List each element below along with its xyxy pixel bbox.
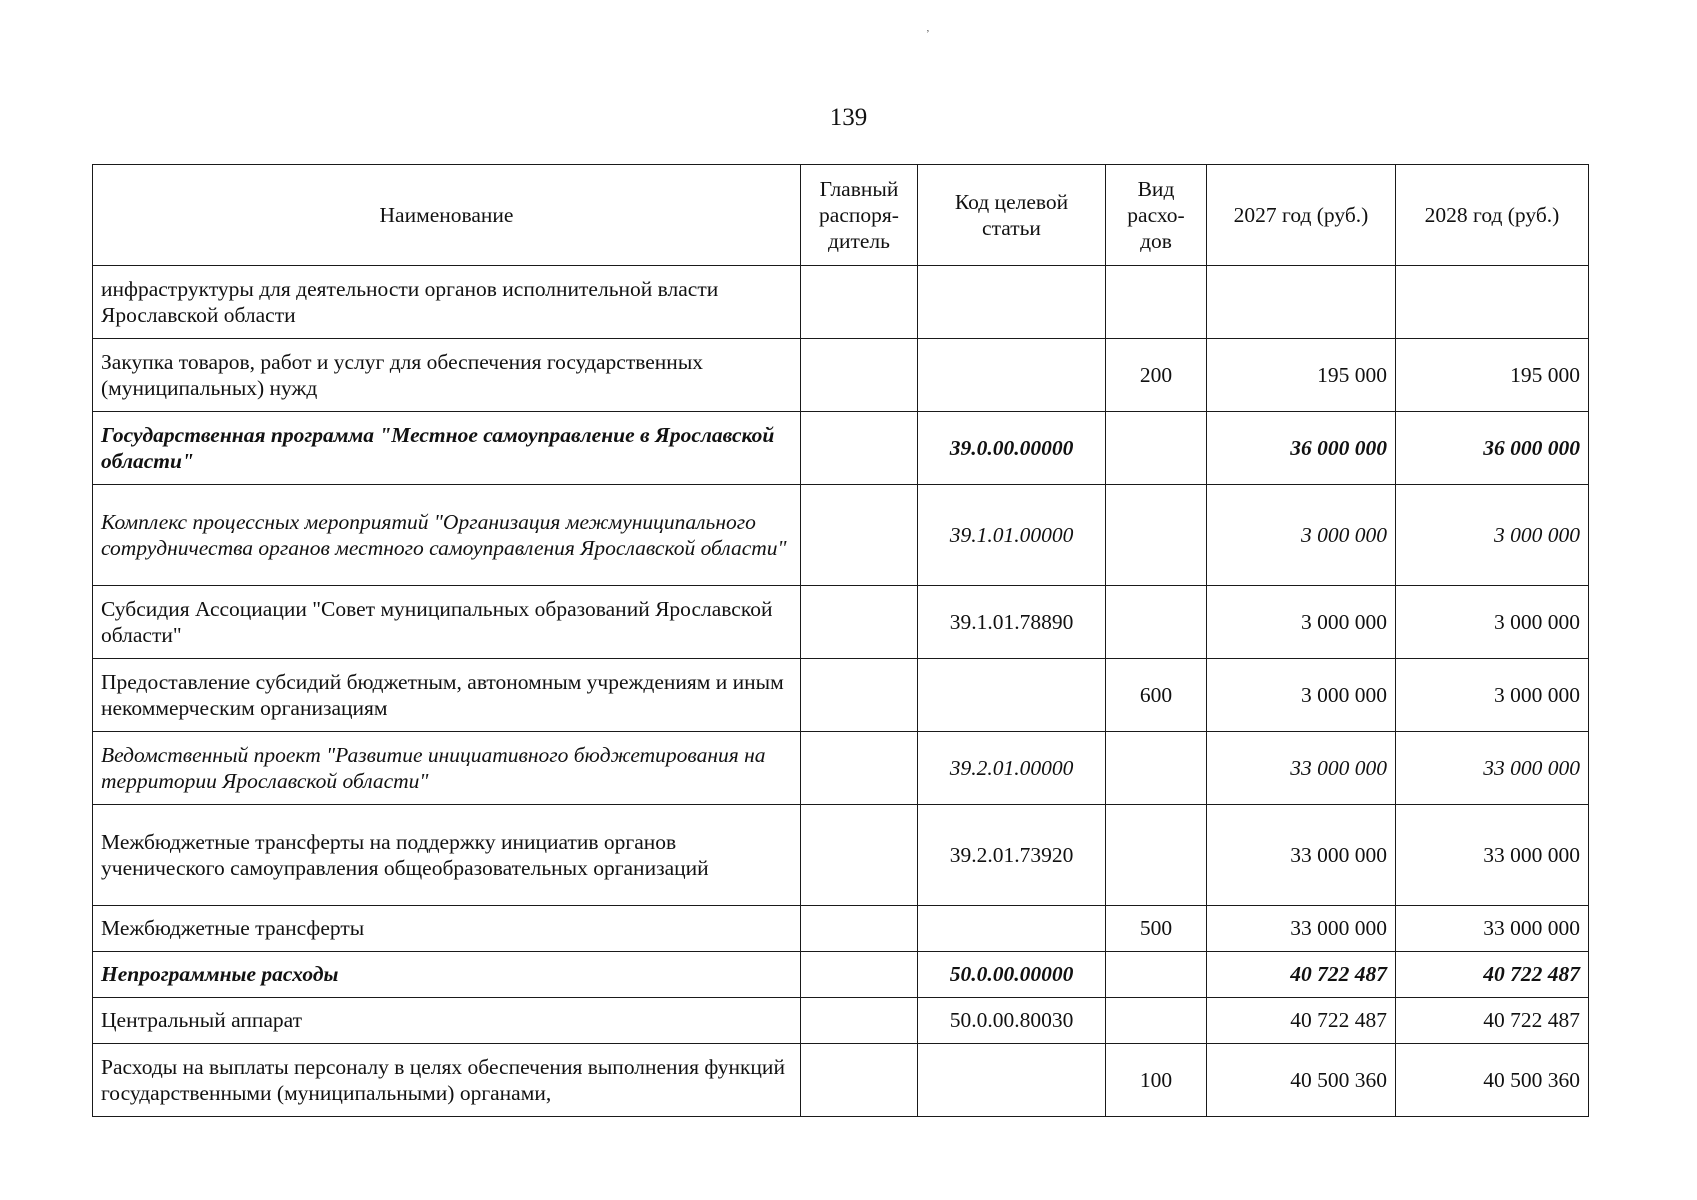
cell-code: 39.1.01.00000 xyxy=(918,485,1106,586)
cell-code xyxy=(918,659,1106,732)
table-row xyxy=(93,339,1589,412)
cell-2028: 40 722 487 xyxy=(1396,998,1589,1044)
cell-admin xyxy=(801,266,918,339)
cell-admin xyxy=(801,732,918,805)
cell-name: Непрограммные расходы xyxy=(93,952,801,998)
table-row xyxy=(93,412,1589,485)
cell-name: Ведомственный проект "Развитие инициативного бюджетирования на территории Ярославской области" xyxy=(93,732,801,805)
cell-admin xyxy=(801,339,918,412)
table-row xyxy=(93,485,1589,586)
cell-code xyxy=(918,266,1106,339)
cell-2027 xyxy=(1207,266,1396,339)
cell-admin xyxy=(801,805,918,906)
cell-name: Субсидия Ассоциации "Совет муниципальных образований Ярославской области" xyxy=(93,586,801,659)
cell-admin xyxy=(801,586,918,659)
table-row xyxy=(93,1044,1589,1117)
cell-admin xyxy=(801,906,918,952)
header-code: Код целевой статьи xyxy=(918,165,1106,266)
cell-type xyxy=(1106,266,1207,339)
cell-type xyxy=(1106,586,1207,659)
cell-2028: 36 000 000 xyxy=(1396,412,1589,485)
cell-name: Предоставление субсидий бюджетным, автономным учреждениям и иным некоммерческим организациям xyxy=(93,659,801,732)
cell-2027: 3 000 000 xyxy=(1207,659,1396,732)
cell-2027: 40 500 360 xyxy=(1207,1044,1396,1117)
header-name: Наименование xyxy=(93,165,801,266)
cell-code: 39.2.01.00000 xyxy=(918,732,1106,805)
cell-2028: 33 000 000 xyxy=(1396,805,1589,906)
cell-type: 500 xyxy=(1106,906,1207,952)
cell-2027: 33 000 000 xyxy=(1207,805,1396,906)
cell-type: 200 xyxy=(1106,339,1207,412)
cell-2028: 40 722 487 xyxy=(1396,952,1589,998)
cell-name: Межбюджетные трансферты на поддержку инициатив органов ученического самоуправления общеобразовательных организаций xyxy=(93,805,801,906)
cell-name: Центральный аппарат xyxy=(93,998,801,1044)
cell-admin xyxy=(801,1044,918,1117)
cell-name: Государственная программа "Местное самоуправление в Ярославской области" xyxy=(93,412,801,485)
cell-2027: 3 000 000 xyxy=(1207,586,1396,659)
header-admin: Главный распоря-дитель xyxy=(801,165,918,266)
cell-2027: 33 000 000 xyxy=(1207,906,1396,952)
cell-2027: 40 722 487 xyxy=(1207,998,1396,1044)
header-2027: 2027 год (руб.) xyxy=(1207,165,1396,266)
cell-name: инфраструктуры для деятельности органов исполнительной власти Ярославской области xyxy=(93,266,801,339)
cell-admin xyxy=(801,485,918,586)
cell-2028: 33 000 000 xyxy=(1396,906,1589,952)
cell-2028 xyxy=(1396,266,1589,339)
cell-admin xyxy=(801,412,918,485)
cell-code xyxy=(918,906,1106,952)
cell-2027: 3 000 000 xyxy=(1207,485,1396,586)
cell-type xyxy=(1106,998,1207,1044)
cell-name: Расходы на выплаты персоналу в целях обеспечения выполнения функций государственными (муниципальными) органами, xyxy=(93,1044,801,1117)
cell-type xyxy=(1106,952,1207,998)
cell-admin xyxy=(801,998,918,1044)
cell-2028: 3 000 000 xyxy=(1396,659,1589,732)
cell-type xyxy=(1106,412,1207,485)
header-type: Вид расхо-дов xyxy=(1106,165,1207,266)
table-header xyxy=(93,165,1589,266)
stray-mark: ‚ xyxy=(926,22,930,34)
table-row xyxy=(93,998,1589,1044)
cell-code xyxy=(918,339,1106,412)
table-row xyxy=(93,266,1589,339)
cell-2028: 33 000 000 xyxy=(1396,732,1589,805)
cell-2028: 3 000 000 xyxy=(1396,586,1589,659)
cell-type xyxy=(1106,732,1207,805)
page-number: 139 xyxy=(829,104,868,131)
cell-code: 50.0.00.80030 xyxy=(918,998,1106,1044)
cell-code xyxy=(918,1044,1106,1117)
cell-admin xyxy=(801,659,918,732)
table-row xyxy=(93,906,1589,952)
header-2028: 2028 год (руб.) xyxy=(1396,165,1589,266)
cell-2027: 36 000 000 xyxy=(1207,412,1396,485)
cell-2027: 33 000 000 xyxy=(1207,732,1396,805)
cell-admin xyxy=(801,952,918,998)
table-row xyxy=(93,732,1589,805)
cell-type xyxy=(1106,485,1207,586)
cell-2028: 40 500 360 xyxy=(1396,1044,1589,1117)
cell-type: 600 xyxy=(1106,659,1207,732)
cell-code: 39.1.01.78890 xyxy=(918,586,1106,659)
cell-2028: 195 000 xyxy=(1396,339,1589,412)
cell-name: Межбюджетные трансферты xyxy=(93,906,801,952)
table-body xyxy=(93,266,1589,1117)
budget-table xyxy=(92,164,1589,1117)
cell-code: 39.2.01.73920 xyxy=(918,805,1106,906)
table-row xyxy=(93,805,1589,906)
cell-2028: 3 000 000 xyxy=(1396,485,1589,586)
cell-type xyxy=(1106,805,1207,906)
cell-code: 50.0.00.00000 xyxy=(918,952,1106,998)
cell-name: Комплекс процессных мероприятий "Организация межмуниципального сотрудничества органов местного самоуправления Ярославской области" xyxy=(93,485,801,586)
cell-name: Закупка товаров, работ и услуг для обеспечения государственных (муниципальных) нужд xyxy=(93,339,801,412)
cell-type: 100 xyxy=(1106,1044,1207,1117)
table-row xyxy=(93,586,1589,659)
cell-2027: 40 722 487 xyxy=(1207,952,1396,998)
cell-2027: 195 000 xyxy=(1207,339,1396,412)
cell-code: 39.0.00.00000 xyxy=(918,412,1106,485)
table-row xyxy=(93,659,1589,732)
table-row xyxy=(93,952,1589,998)
